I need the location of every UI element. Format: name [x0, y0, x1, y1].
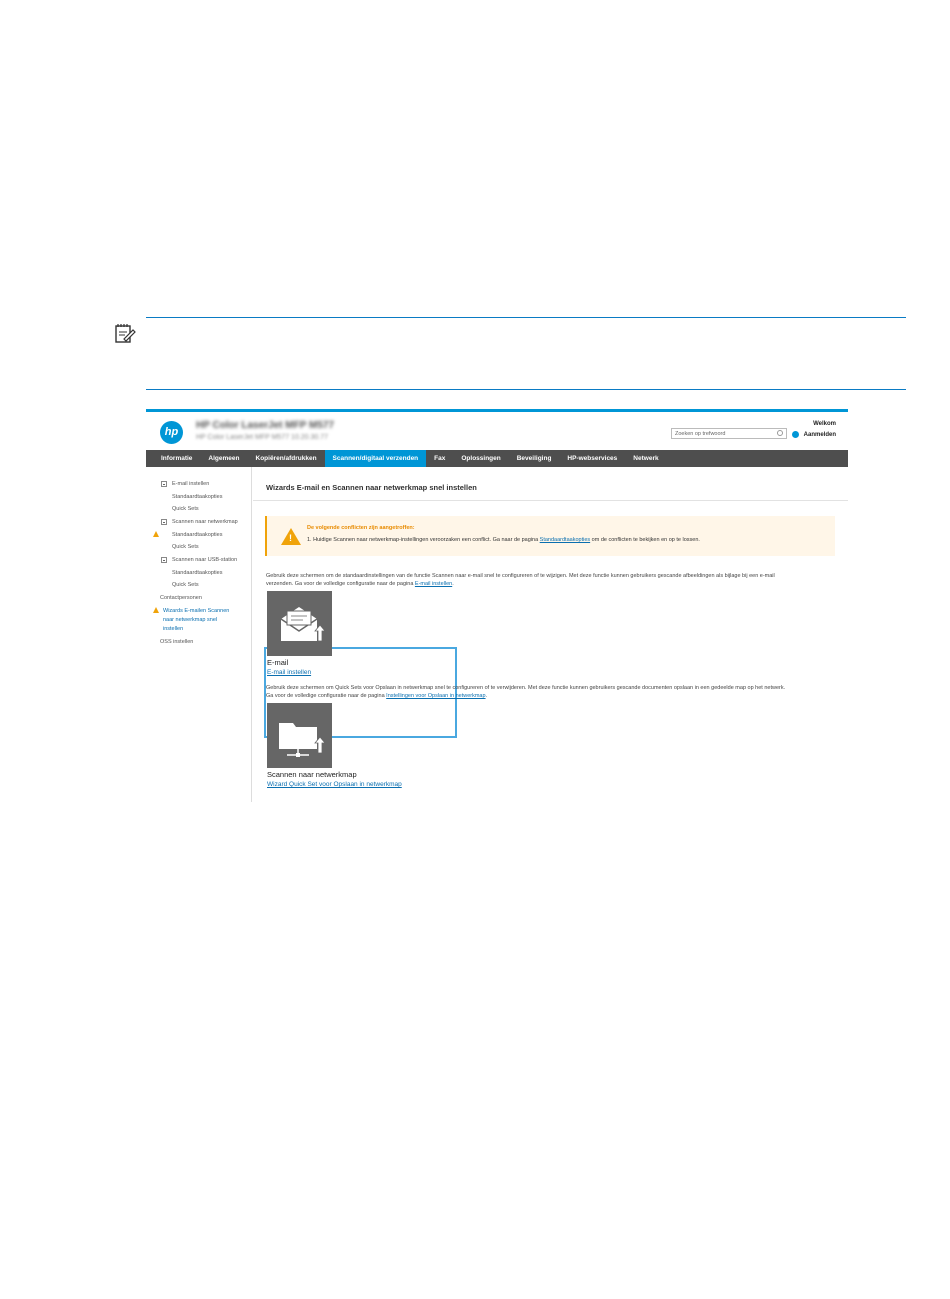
sidebar	[146, 467, 252, 802]
folder-description-text: Ga voor de volledige configuratie naar de pagina	[266, 693, 387, 699]
note-rule-top	[146, 317, 906, 318]
sidebar-item-scannen-naar-netwerkmap[interactable]: Scannen naar netwerkmap	[172, 519, 238, 525]
sidebar-item-wizards-line3[interactable]: instellen	[163, 626, 184, 632]
network-folder-icon	[267, 703, 332, 768]
warning-icon	[153, 607, 159, 613]
alert-title: De volgende conflicten zijn aangetroffen:	[307, 525, 415, 531]
note-rule-bottom	[146, 389, 906, 390]
warning-mark: !	[289, 533, 292, 543]
ews-screenshot	[146, 409, 848, 802]
printer-title: HP Color LaserJet MFP M577	[196, 420, 335, 431]
email-description-line2	[266, 580, 454, 588]
sidebar-item-wizards-line2[interactable]: naar netwerkmap snel	[163, 617, 218, 623]
search-input[interactable]	[671, 428, 787, 439]
sidebar-item-standaardtaakopties[interactable]: Standaardtaakopties	[172, 494, 223, 500]
hp-logo[interactable]: hp	[160, 421, 183, 444]
divider	[253, 500, 848, 501]
help-icon[interactable]	[792, 431, 799, 438]
sidebar-item-standaardtaakopties[interactable]: Standaardtaakopties	[172, 570, 223, 576]
note-icon	[114, 322, 136, 344]
email-description-end: .	[452, 581, 454, 587]
sidebar-item-quick-sets[interactable]: Quick Sets	[172, 582, 199, 588]
folder-description-line1: Gebruik deze schermen om Quick Sets voor Opslaan in netwerkmap snel te configureren of te verwijderen. Met deze functie kunnen gebruikers gescande documenten opslaan in een gedeelde map op het netwerk.	[266, 685, 786, 691]
sidebar-item-oss-instellen[interactable]: OSS instellen	[160, 639, 194, 645]
folder-description-end: .	[485, 693, 488, 699]
sidebar-item-quick-sets[interactable]: Quick Sets	[172, 544, 199, 550]
folder-wizard-link[interactable]: Wizard Quick Set voor Opslaan in netwerkmap	[267, 781, 402, 788]
sidebar-item-contactpersonen[interactable]: Contactpersonen	[160, 595, 202, 601]
collapse-icon[interactable]	[161, 519, 167, 525]
warning-icon	[153, 531, 159, 537]
email-icon	[267, 591, 332, 656]
page-title: Wizards E-mail en Scannen naar netwerkmap snel instellen	[266, 483, 477, 492]
tab-algemeen[interactable]: Algemeen	[208, 455, 240, 462]
conflict-alert	[265, 516, 835, 556]
main-content	[253, 467, 848, 802]
tab-hp-webservices[interactable]: HP-webservices	[567, 455, 618, 462]
alert-text-end: om de conflicten te bekijken en op te lossen.	[590, 537, 700, 543]
folder-label: Scannen naar netwerkmap	[267, 770, 357, 779]
search-placeholder: Zoeken op trefwoord	[675, 431, 726, 437]
tab-fax[interactable]: Fax	[434, 455, 446, 462]
email-label: E-mail	[267, 658, 289, 667]
printer-subtitle: HP Color LaserJet MFP M577 10.20.30.77	[196, 434, 329, 441]
email-instellen-link[interactable]: E-mail instellen	[267, 669, 312, 676]
tab-netwerk[interactable]: Netwerk	[633, 455, 659, 462]
netwerkmap-instellingen-link[interactable]: Instellingen voor Opslaan in netwerkmap	[386, 693, 486, 699]
search-icon[interactable]	[777, 430, 783, 436]
sidebar-item-scannen-naar-usb[interactable]: Scannen naar USB-station	[172, 557, 238, 563]
tab-informatie[interactable]: Informatie	[161, 455, 193, 462]
sidebar-item-standaardtaakopties[interactable]: Standaardtaakopties	[172, 532, 223, 538]
alert-text	[307, 537, 700, 543]
page-header	[146, 412, 848, 450]
folder-description-line2	[266, 692, 487, 700]
sidebar-item-wizards[interactable]: Wizards E-mailen Scannen	[163, 608, 230, 614]
standaardtaakopties-link[interactable]: Standaardtaakopties	[539, 537, 591, 543]
tab-kopieren-afdrukken[interactable]: Kopiëren/afdrukken	[255, 455, 317, 462]
sidebar-item-email-instellen[interactable]: E-mail instellen	[172, 481, 210, 487]
tab-scannen-digitaal-verzenden[interactable]: Scannen/digitaal verzenden	[325, 450, 427, 467]
tab-oplossingen[interactable]: Oplossingen	[461, 455, 501, 462]
email-description-line1: Gebruik deze schermen om de standaardinstellingen van de functie Scannen naar e-mail snel te configureren of te wijzigen. Met deze functie kunnen gebruikers gescande afbeeldingen als bijlage bij een e-mail	[266, 573, 775, 579]
collapse-icon[interactable]	[161, 557, 167, 563]
tab-beveiliging[interactable]: Beveiliging	[516, 455, 552, 462]
alert-text-start: 1. Huidige Scannen naar netwerkmap-instellingen veroorzaken een conflict. Ga naar de pagina	[307, 537, 540, 543]
welcome-text: Welkom	[813, 421, 836, 427]
email-instellen-inline-link[interactable]: E-mail instellen	[414, 581, 453, 587]
collapse-icon[interactable]	[161, 481, 167, 487]
email-wizard-tile[interactable]	[267, 591, 332, 656]
signin-link[interactable]: Aanmelden	[803, 432, 836, 438]
sidebar-item-quick-sets[interactable]: Quick Sets	[172, 506, 199, 512]
main-nav	[146, 450, 848, 467]
email-description-text: verzenden. Ga voor de volledige configuratie naar de pagina	[266, 581, 415, 587]
folder-wizard-tile[interactable]	[267, 703, 332, 768]
